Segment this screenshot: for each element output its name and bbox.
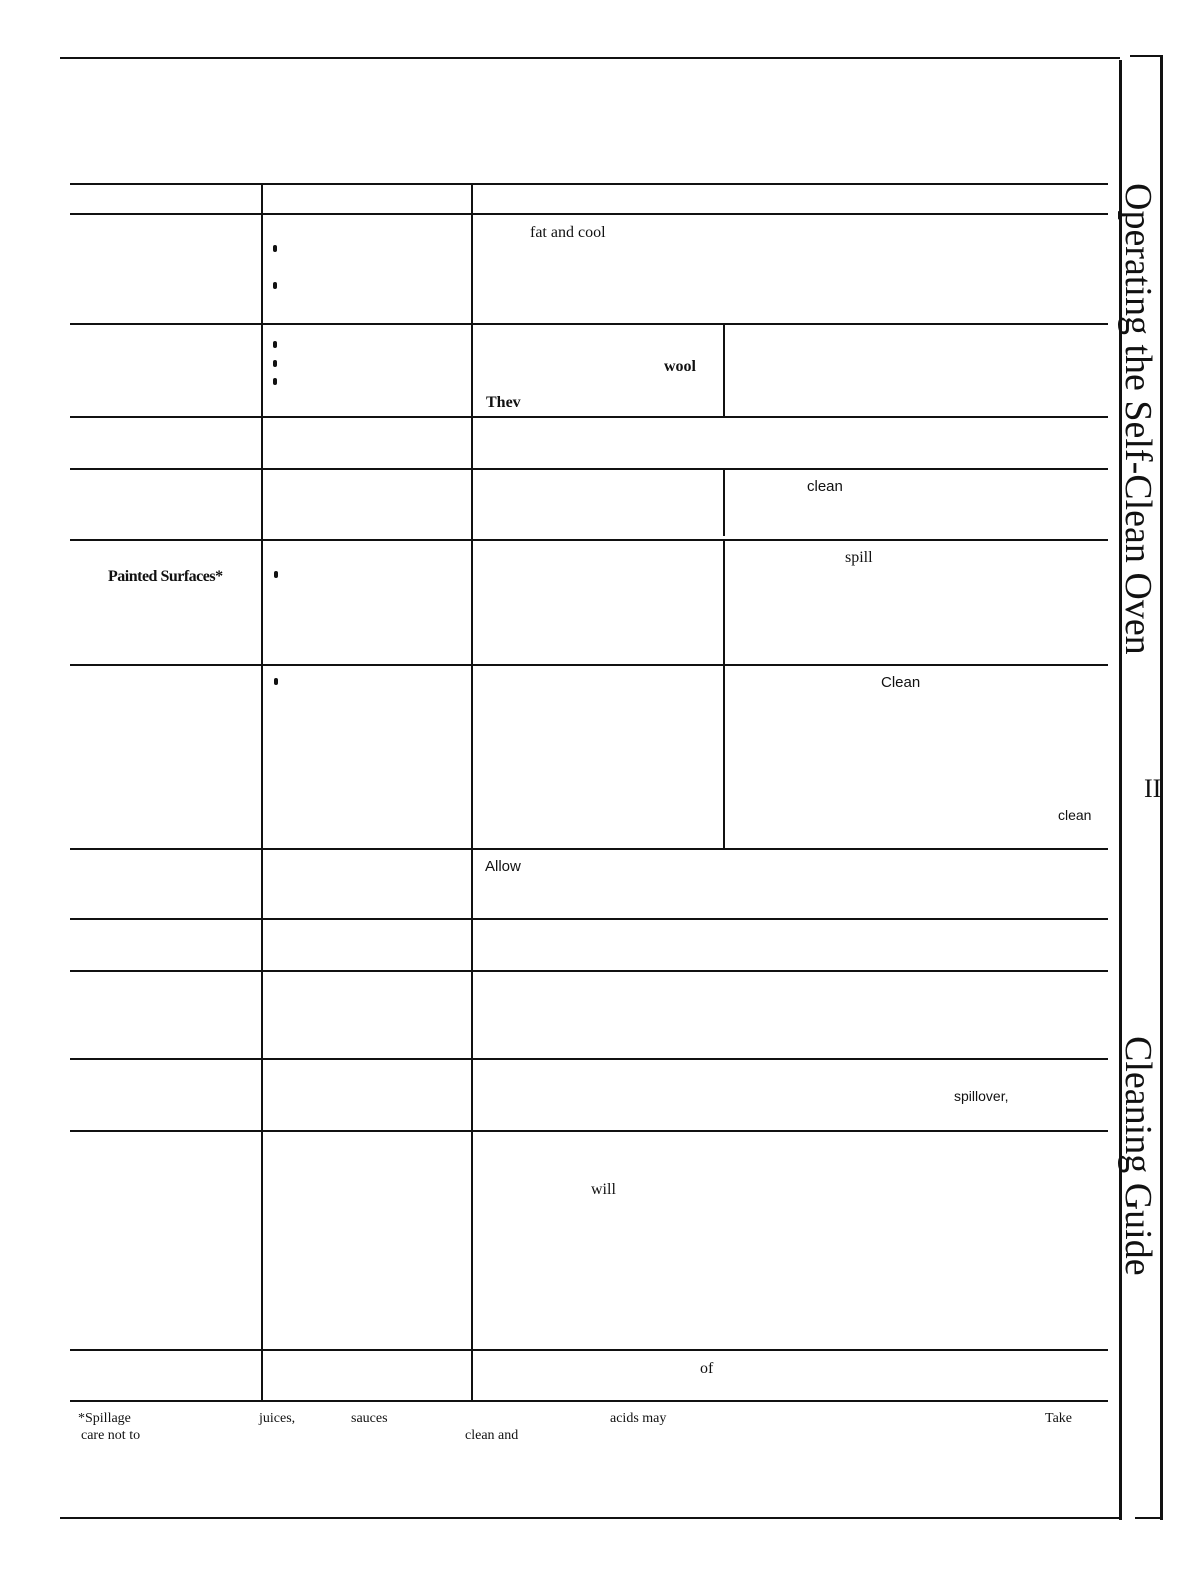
cell-fragment: of [700,1360,714,1377]
column-rule-1 [261,184,263,1400]
row-rule-bottom [70,1400,1108,1402]
side-title-operating: Operating the Self-Clean Oven [1117,183,1159,655]
cell-fragment: spill [845,549,873,566]
row-rule-9 [70,970,1108,972]
footnote-fragment: juices, [259,1411,296,1426]
bullet [273,341,277,348]
cell-fragment: Thev [486,394,521,411]
side-title-cleaning-guide: Cleaning Guide [1117,1036,1159,1276]
row-rule-7 [70,848,1108,850]
column-rule-3a [723,324,725,416]
bullet [273,282,277,289]
row-rule-2 [70,323,1108,325]
row-rule-11 [70,1130,1108,1132]
bullet [273,378,277,385]
column-rule-3b [723,470,725,536]
row-rule-1 [70,213,1108,215]
cell-fragment: spillover, [954,1088,1009,1104]
cell-fragment: Allow [485,858,521,875]
footnote-fragment: care not to [81,1428,141,1443]
bottom-rule [60,1517,1120,1519]
header-rule-top [70,183,1108,185]
cell-fragment: wool [664,358,696,375]
cell-fragment: will [591,1181,616,1198]
bullet [274,571,278,578]
row-rule-3 [70,416,1108,418]
footnote-fragment: *Spillage [78,1411,131,1426]
cell-fragment: Clean [881,674,921,691]
side-divider-mark: II [1144,774,1162,803]
footnote-fragment: acids may [610,1411,667,1426]
row-rule-4 [70,468,1108,470]
side-tab-top-mark [1130,55,1160,57]
row-rule-10 [70,1058,1108,1060]
row-rule-5 [70,539,1108,541]
footnote-fragment: sauces [351,1411,388,1426]
row-rule-6 [70,664,1108,666]
bullet [273,245,277,252]
row-label-painted-surfaces: Painted Surfaces* [108,568,223,585]
cell-fragment: clean [807,478,843,495]
footnote-fragment: Take [1045,1411,1073,1426]
cell-fragment: clean [1058,807,1092,823]
side-tab-bottom-mark [1135,1517,1163,1519]
row-rule-12 [70,1349,1108,1351]
footnote-fragment: clean and [465,1428,519,1443]
column-rule-2 [471,184,473,1400]
cell-fragment: fat and cool [530,224,606,241]
bullet [274,678,278,685]
bullet [273,360,277,367]
column-rule-3c [723,540,725,848]
row-rule-8 [70,918,1108,920]
top-rule [60,57,1120,59]
